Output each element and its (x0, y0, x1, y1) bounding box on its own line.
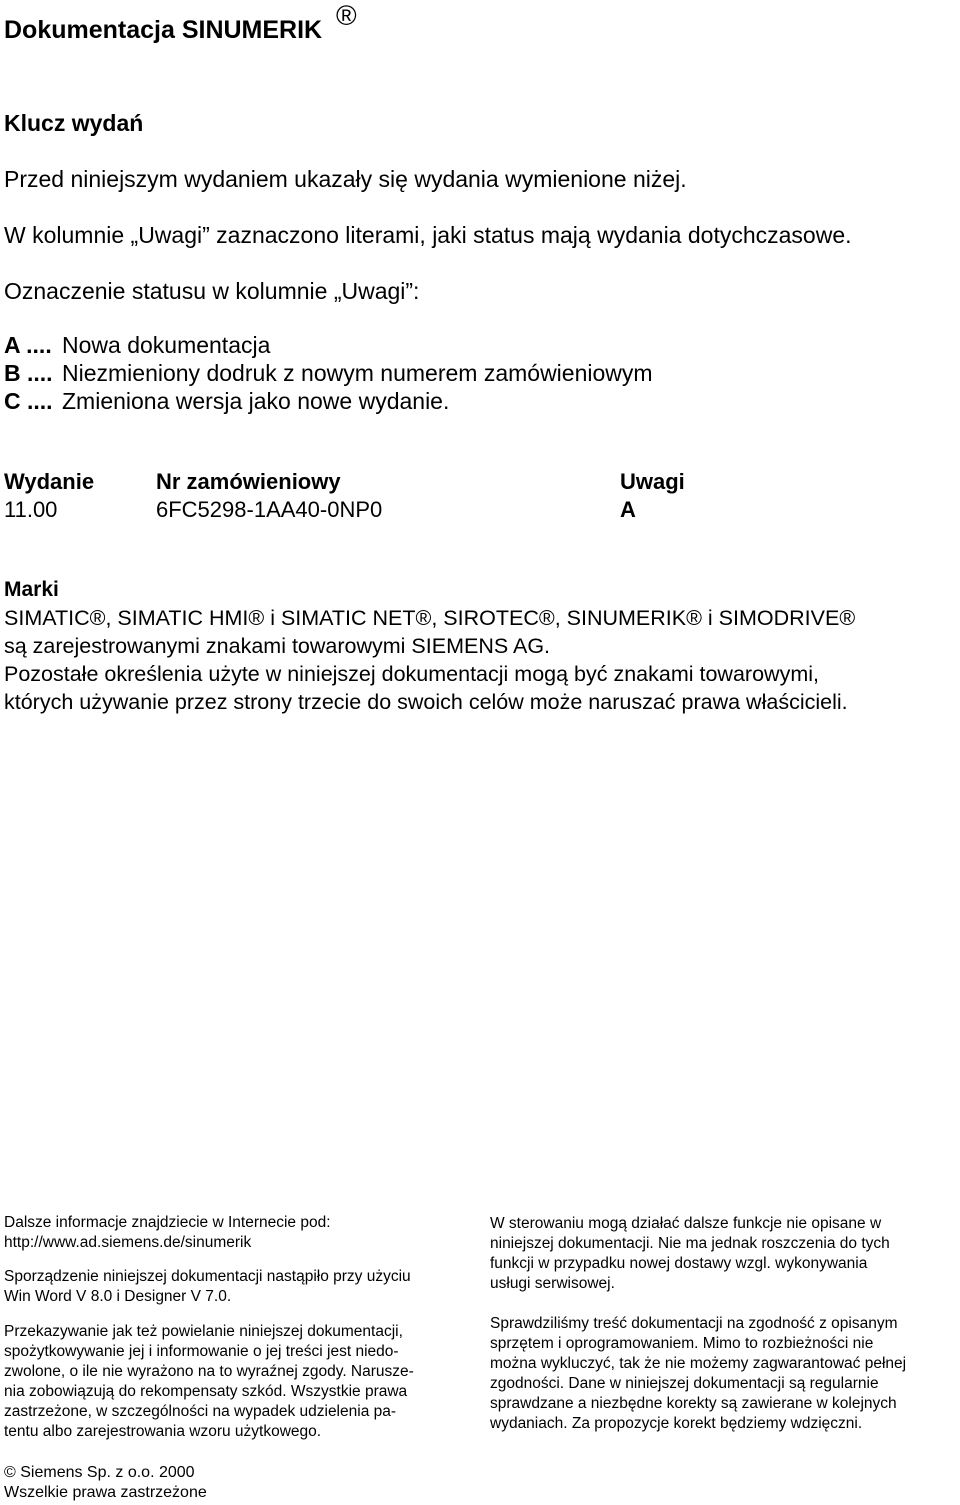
legend-item-a (4, 332, 270, 359)
release-key-para-2: W kolumnie „Uwagi” zaznaczono literami, jaki status mają wydania dotychczasowe. (4, 222, 852, 248)
rights-reserved-line: Wszelkie prawa zastrzeżone (4, 1484, 207, 1501)
footer-internet-note (4, 1213, 331, 1253)
footer-text-line: Dalsze informacje znajdziecie w Internecie pod: (4, 1214, 331, 1231)
legend-key: C .... (4, 388, 53, 414)
footer-text-line: W sterowaniu mogą działać dalsze funkcje nie opisane w (490, 1215, 882, 1232)
legend-item-c (4, 388, 449, 415)
footer-text-line: sprawdzane a niezbędne korekty są zawierane w kolejnych (490, 1395, 897, 1412)
footer-text-line: Win Word V 8.0 i Designer V 7.0. (4, 1288, 232, 1305)
table-header-edition: Wydanie (4, 469, 95, 494)
footer-verification-note (490, 1314, 906, 1434)
table-cell-edition: 11.00 (4, 497, 58, 522)
trademarks-line-2: są zarejestrowanymi znakami towarowymi SIEMENS AG. (4, 634, 551, 658)
footer-url: http://www.ad.siemens.de/sinumerik (4, 1234, 252, 1251)
copyright-notice (4, 1463, 207, 1503)
footer-copy-notice (4, 1322, 414, 1442)
legend-text: Nowa dokumentacja (62, 332, 271, 358)
footer-text-line: można wykluczyć, tak że nie możemy zagwarantować pełnej (490, 1355, 907, 1372)
footer-text-line: sprzętem i oprogramowaniem. Mimo to rozbieżności nie (490, 1335, 874, 1352)
footer-text-line: spożytkowywanie jej i informowanie o jej treści jest niedo- (4, 1343, 399, 1360)
footer-text-line: tentu albo zarejestrowania wzoru użytkowego. (4, 1423, 322, 1440)
footer-text-line: Sprawdziliśmy treść dokumentacji na zgodność z opisanym (490, 1315, 898, 1332)
legend-text: Zmieniona wersja jako nowe wydanie. (62, 388, 450, 414)
footer-text-line: niniejszej dokumentacji. Nie ma jednak roszczenia do tych (490, 1235, 890, 1252)
legend-key: B .... (4, 360, 53, 386)
table-header-remarks: Uwagi (620, 469, 685, 494)
footer-text-line: wydaniach. Za propozycje korekt będziemy wdzięczni. (490, 1415, 863, 1432)
table-header-order-number: Nr zamówieniowy (156, 469, 341, 494)
legend-text: Niezmieniony dodruk z nowym numerem zamówieniowym (62, 360, 653, 386)
trademarks-line-4: których używanie przez strony trzecie do swoich celów może naruszać prawa właścicieli. (4, 690, 848, 714)
registered-mark: ® (336, 0, 357, 31)
release-key-para-3: Oznaczenie statusu w kolumnie „Uwagi”: (4, 278, 420, 304)
footer-text-line: Przekazywanie jak też powielanie niniejszej dokumentacji, (4, 1323, 403, 1340)
table-cell-order-number: 6FC5298-1AA40-0NP0 (156, 497, 383, 522)
footer-text-line: zwolone, o ile nie wyrażono na to wyraźnej zgody. Narusze- (4, 1363, 414, 1380)
legend-item-b (4, 360, 653, 387)
trademarks-line-1: SIMATIC®, SIMATIC HMI® i SIMATIC NET®, SIROTEC®, SINUMERIK® i SIMODRIVE® (4, 606, 856, 630)
release-key-heading: Klucz wydań (4, 110, 144, 136)
footer-functions-note (490, 1214, 890, 1294)
footer-text-line: nia zobowiązują do rekompensaty szkód. Wszystkie prawa (4, 1383, 408, 1400)
footer-text-line: Sporządzenie niniejszej dokumentacji nastąpiło przy użyciu (4, 1268, 411, 1285)
footer-text-line: zgodności. Dane w niniejszej dokumentacji są regularnie (490, 1375, 879, 1392)
trademarks-heading: Marki (4, 578, 59, 601)
legend-key: A .... (4, 332, 52, 358)
footer-tools-note (4, 1267, 411, 1307)
trademarks-line-3: Pozostałe określenia użyte w niniejszej dokumentacji mogą być znakami towarowymi, (4, 662, 819, 686)
release-key-para-1: Przed niniejszym wydaniem ukazały się wydania wymienione niżej. (4, 166, 687, 192)
footer-text-line: funkcji w przypadku nowej dostawy wzgl. wykonywania (490, 1255, 868, 1272)
copyright-line: © Siemens Sp. z o.o. 2000 (4, 1464, 195, 1481)
footer-text-line: usługi serwisowej. (490, 1275, 615, 1292)
table-cell-remarks: A (620, 497, 636, 522)
footer-text-line: zastrzeżone, w szczególności na wypadek udzielenia pa- (4, 1403, 397, 1420)
document-title: Dokumentacja SINUMERIK (4, 16, 323, 44)
